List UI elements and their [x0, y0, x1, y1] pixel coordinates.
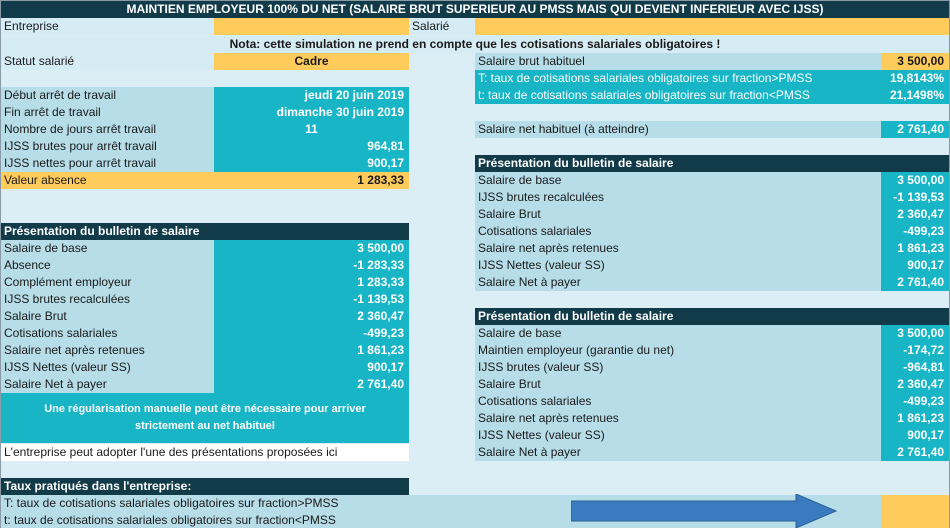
statut-label: Statut salarié — [1, 53, 214, 70]
arret-label-4: IJSS nettes pour arrêt travail — [1, 155, 214, 172]
right-bulletin2-value-5: 1 861,23 — [881, 410, 949, 427]
sheet-title: MAINTIEN EMPLOYEUR 100% DU NET (SALAIRE BRUT SUPERIEUR AU PMSS MAIS QUI DEVIENT INFERIEUR AVEC IJSS) — [1, 1, 949, 18]
right-bulletin2-value-0: 3 500,00 — [881, 325, 949, 342]
absence-label: Valeur absence — [1, 172, 214, 189]
right-bulletin1-title: Présentation du bulletin de salaire — [475, 155, 949, 172]
regularisation-note: Une régularisation manuelle peut être nécessaire pour arriver strictement au net habituel — [1, 393, 409, 443]
right-bulletin2-value-3: 2 360,47 — [881, 376, 949, 393]
left-bulletin-value-3: -1 139,53 — [214, 291, 409, 308]
salarie-input[interactable] — [475, 18, 949, 35]
arret-label-1: Fin arrêt de travail — [1, 104, 214, 121]
arret-label-2: Nombre de jours arrêt travail — [1, 121, 214, 138]
right-bulletin2-label-3: Salaire Brut — [475, 376, 881, 393]
entreprise-input[interactable] — [214, 18, 409, 35]
right-arrow-icon — [571, 494, 841, 528]
right-bulletin1-label-0: Salaire de base — [475, 172, 881, 189]
right-bulletin1-value-5: 900,17 — [881, 257, 949, 274]
left-bulletin-label-1: Absence — [1, 257, 214, 274]
right-bulletin2-value-6: 900,17 — [881, 427, 949, 444]
right-bulletin2-label-6: IJSS Nettes (valeur SS) — [475, 427, 881, 444]
right-bulletin2-title: Présentation du bulletin de salaire — [475, 308, 949, 325]
arret-label-3: IJSS brutes pour arrêt travail — [1, 138, 214, 155]
right-bulletin2-label-4: Cotisations salariales — [475, 393, 881, 410]
net-habituel-label: Salaire net habituel (à atteindre) — [475, 121, 881, 138]
left-bulletin-value-5: -499,23 — [214, 325, 409, 342]
left-bulletin-label-4: Salaire Brut — [1, 308, 214, 325]
right-bulletin1-label-4: Salaire net après retenues — [475, 240, 881, 257]
arret-value-4: 900,17 — [214, 155, 409, 172]
taux-T-label: T: taux de cotisations salariales obligatoires sur fraction>PMSS — [1, 495, 881, 512]
right-bulletin2-value-4: -499,23 — [881, 393, 949, 410]
net-habituel-value: 2 761,40 — [881, 121, 949, 138]
left-bulletin-value-7: 900,17 — [214, 359, 409, 376]
left-bulletin-value-1: -1 283,33 — [214, 257, 409, 274]
left-bulletin-value-8: 2 761,40 — [214, 376, 409, 393]
right-bulletin2-value-1: -174,72 — [881, 342, 949, 359]
taux-input[interactable] — [881, 495, 949, 528]
note-text: Nota: cette simulation ne prend en compte que les cotisations salariales obligatoires ! — [1, 36, 949, 53]
right-bulletin1-label-3: Cotisations salariales — [475, 223, 881, 240]
left-bulletin-label-8: Salaire Net à payer — [1, 376, 214, 393]
right-bulletin1-value-3: -499,23 — [881, 223, 949, 240]
right-bulletin2-label-7: Salaire Net à payer — [475, 444, 881, 461]
statut-select[interactable]: Cadre — [214, 53, 409, 70]
taux-T-value: 19,8143% — [881, 70, 949, 87]
arret-value-0: jeudi 20 juin 2019 — [214, 87, 409, 104]
arret-value-1: dimanche 30 juin 2019 — [214, 104, 409, 121]
right-bulletin1-label-2: Salaire Brut — [475, 206, 881, 223]
brut-habituel-label: Salaire brut habituel — [475, 53, 881, 70]
taux-t-value: 21,1498% — [881, 87, 949, 104]
taux-t-row-label: t: taux de cotisations salariales obligatoires sur fraction<PMSS — [475, 87, 881, 104]
adopt-text: L'entreprise peut adopter l'une des présentations proposées ici — [1, 444, 409, 461]
right-bulletin1-value-4: 1 861,23 — [881, 240, 949, 257]
taux-t-label: t: taux de cotisations salariales obligatoires sur fraction<PMSS — [1, 512, 881, 528]
arret-value-2: 11 — [214, 121, 409, 138]
right-bulletin2-label-2: IJSS brutes (valeur SS) — [475, 359, 881, 376]
brut-habituel-value[interactable]: 3 500,00 — [881, 53, 949, 70]
right-bulletin2-label-5: Salaire net après retenues — [475, 410, 881, 427]
left-bulletin-label-5: Cotisations salariales — [1, 325, 214, 342]
left-bulletin-title: Présentation du bulletin de salaire — [1, 223, 409, 240]
taux-title: Taux pratiqués dans l'entreprise: — [1, 478, 409, 495]
right-bulletin1-value-6: 2 761,40 — [881, 274, 949, 291]
right-bulletin1-label-6: Salaire Net à payer — [475, 274, 881, 291]
left-bulletin-label-7: IJSS Nettes (valeur SS) — [1, 359, 214, 376]
absence-value: 1 283,33 — [214, 172, 409, 189]
right-bulletin1-label-5: IJSS Nettes (valeur SS) — [475, 257, 881, 274]
left-bulletin-label-2: Complément employeur — [1, 274, 214, 291]
right-bulletin2-value-7: 2 761,40 — [881, 444, 949, 461]
taux-T-row-label: T: taux de cotisations salariales obligatoires sur fraction>PMSS — [475, 70, 881, 87]
salarie-label: Salarié — [409, 18, 475, 35]
arret-value-3: 964,81 — [214, 138, 409, 155]
left-bulletin-value-4: 2 360,47 — [214, 308, 409, 325]
right-bulletin1-value-0: 3 500,00 — [881, 172, 949, 189]
arret-label-0: Début arrêt de travail — [1, 87, 214, 104]
right-bulletin1-value-2: 2 360,47 — [881, 206, 949, 223]
left-bulletin-value-2: 1 283,33 — [214, 274, 409, 291]
right-bulletin2-label-1: Maintien employeur (garantie du net) — [475, 342, 881, 359]
left-bulletin-value-6: 1 861,23 — [214, 342, 409, 359]
left-bulletin-label-3: IJSS brutes recalculées — [1, 291, 214, 308]
right-bulletin1-label-1: IJSS brutes recalculées — [475, 189, 881, 206]
entreprise-label: Entreprise — [1, 18, 214, 35]
right-bulletin2-label-0: Salaire de base — [475, 325, 881, 342]
right-bulletin1-value-1: -1 139,53 — [881, 189, 949, 206]
right-bulletin2-value-2: -964,81 — [881, 359, 949, 376]
left-bulletin-value-0: 3 500,00 — [214, 240, 409, 257]
left-bulletin-label-0: Salaire de base — [1, 240, 214, 257]
left-bulletin-label-6: Salaire net après retenues — [1, 342, 214, 359]
